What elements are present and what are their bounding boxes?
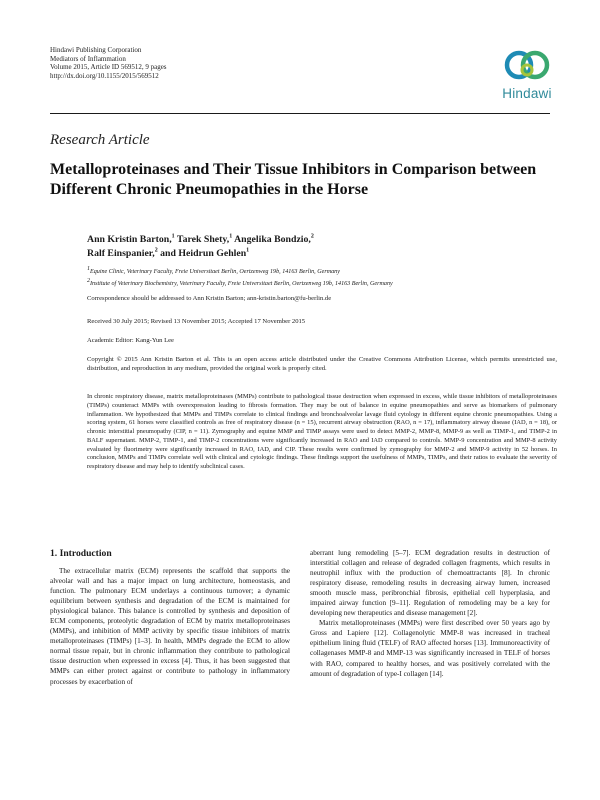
author-name: Ann Kristin Barton, — [87, 234, 172, 245]
intro-paragraph: Matrix metalloproteinases (MMPs) were first described over 50 years ago by Gross and Lapiere [12]. Collagenolytic MMP-8 was increased in tracheal epithelium lining fluid (TELF) of RAO affected horses [13]. Immunoreactivity of collagenases MMP-8 and MMP-13 was significantly increased in TELF of horses with RAO, compared to healthy horses, and was positively correlated with the amount of degradation of type-I collagen [14]. — [310, 619, 550, 678]
affiliation-list — [87, 267, 557, 290]
intro-column-right — [310, 548, 550, 679]
intro-paragraph: aberrant lung remodeling [5–7]. ECM degradation results in destruction of interstitial collagen and release of degraded collagen fragments, which results in neutrophil influx with the production of chemoattractants [8]. In chronic respiratory disease, remodeling results in decreasing airway lumen, increased smooth muscle mass, peribronchial fibrosis, epithelial cell hyperplasia, and impaired airway function [9–11]. Regulation of remodeling may be a key for developing new therapeutics and disease management [2]. — [310, 549, 550, 618]
doi-link[interactable]: http://dx.doi.org/10.1155/2015/569512 — [50, 71, 159, 80]
volume-info: Volume 2015, Article ID 569512, 9 pages — [50, 63, 167, 72]
header-divider — [50, 113, 550, 114]
intro-column-left: The extracellular matrix (ECM) represents the scaffold that supports the alveolar wall and has a major impact on lung architecture, homeostasis, and function. The pulmonary ECM underlays a continuous turnover; a dynamic equilibrium between synthesis and degradation of the ECM is maintained for physiological balance. This balance is controlled by synthesis and deposition of ECM components, proteolytic degradation of ECM by matrix metalloproteinases (MMPs), and inhibition of MMP activity by specific tissue inhibitors of matrix metalloproteinases (TIMPs) [1–3]. In health, MMPs degrade the ECM to allow normal tissue repair, but in chronic inflammation they contribute to pathological tissue destruction when expressed in excess [4]. Thus, it has been suggested that MMPs can either protect against or contribute to pathology in inflammatory processes by exacerbation of — [50, 567, 290, 686]
publisher-name: Hindawi Publishing Corporation — [50, 46, 142, 54]
affil-mark: 1 — [87, 265, 90, 272]
author-name: Tarek Shety, — [174, 234, 230, 245]
copyright-notice: Copyright © 2015 Ann Kristin Barton et al. This is an open access article distributed under the Creative Commons Attribution License, which permits unrestricted use, distribution, and reproduction in any medium, provided the original work is properly cited. — [87, 356, 557, 372]
author-name: and Heidrun Gehlen — [157, 248, 247, 259]
logo-wordmark: Hindawi — [502, 86, 552, 101]
academic-editor: Academic Editor: Kang-Yun Lee — [87, 337, 174, 344]
journal-header — [50, 46, 167, 80]
affiliation-text: Equine Clinic, Veterinary Faculty, Freie Universitaet Berlin, Oertzenweg 19b, 14163 Berlin, Germany — [90, 269, 340, 275]
journal-name: Mediators of Inflammation — [50, 54, 126, 63]
hindawi-logo-mark-icon — [492, 44, 562, 88]
article-type: Research Article — [50, 132, 150, 148]
author-affil-mark: 2 — [310, 233, 314, 240]
author-affil-mark: 1 — [171, 233, 175, 240]
affil-mark: 2 — [87, 277, 90, 284]
correspondence-note: Correspondence should be addressed to Ann Kristin Barton; ann-kristin.barton@fu-berlin.de — [87, 295, 332, 302]
affiliation-item — [87, 279, 557, 291]
affiliation-item — [87, 267, 557, 279]
abstract: In chronic respiratory disease, matrix metalloproteinases (MMPs) contribute to pathological tissue destruction when expressed in excess, while tissue inhibitors of metalloproteinases (TIMPs) counteract MMPs with overexpression leading to fibrosis formation. They may be out of balance in equine pneumopathies and serve as biomarkers of pulmonary inflammation. We hypothesized that MMPs and TIMPs correlate to clinical findings and bronchoalveolar lavage fluid cytology in different equine chronic pneumopathies. Using a scoring system, 61 horses were classified controls as free of respiratory disease (n = 15), recurrent airway obstruction (RAO, n = 17), inflammatory airway disease (IAD, n = 18), or chronic interstitial pneumopathy (CIP, n = 11). Zymography and equine MMP and TIMP assays were used to detect MMP-2, MMP-8, MMP-9 as well as TIMP-1, and TIMP-2 in BALF supernatant. MMP-2, TIMP-1, and TIMP-2 concentrations were significantly increased in RAO and IAD compared to controls. MMP-9 concentration and MMP-8 activity evaluated by fluorimetry were significantly increased in RAO, IAD, and CIP. These results were confirmed by zymography for MMP-2 and MMP-9 activity in 52 horses. In conclusion, MMPs and TIMPs correlate well with clinical and cytologic findings. These findings support the usefulness of MMPs, TIMPs, and their ratios to evaluate the severity of respiratory disease and may help to identify subclinical cases. — [87, 393, 557, 470]
hindawi-logo — [492, 44, 562, 104]
author-affil-mark: 1 — [246, 247, 250, 254]
author-affil-mark: 2 — [154, 247, 158, 254]
author-affil-mark: 1 — [229, 233, 233, 240]
paper-title: Metalloproteinases and Their Tissue Inhibitors in Comparison between Different Chronic Pneumopathies in the Horse — [50, 161, 537, 198]
publication-dates: Received 30 July 2015; Revised 13 November 2015; Accepted 17 November 2015 — [87, 318, 306, 325]
section-heading: 1. Introduction — [50, 548, 112, 559]
author-name: Ralf Einspanier, — [87, 248, 155, 259]
author-list — [87, 233, 527, 261]
author-name: Angelika Bondzio, — [232, 234, 311, 245]
affiliation-text: Institute of Veterinary Biochemistry, Veterinary Faculty, Freie Universitaet Berlin, Oertzenweg 19b, 14163 Berlin, Germany — [90, 280, 393, 287]
